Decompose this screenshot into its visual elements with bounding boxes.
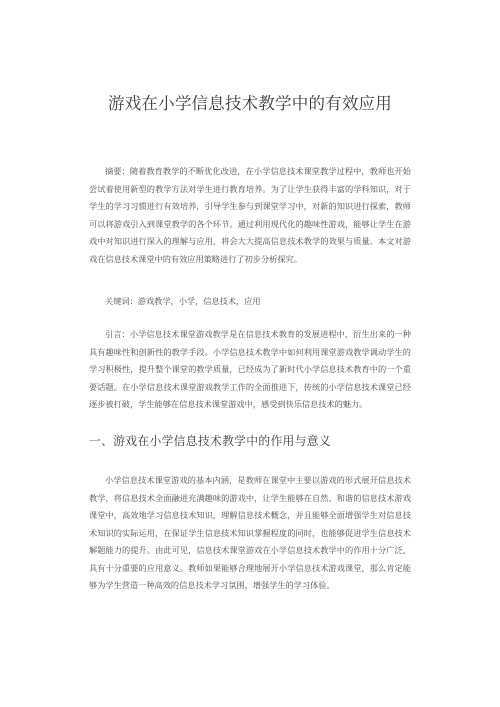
keywords-line: 关键词：游戏教学，小学，信息技术，应用 [105, 296, 261, 306]
introduction-paragraph: 引言：小学信息技术课堂游戏教学是在信息技术教育的发展进程中，衍生出来的一种具有趣味性和创新性的教学手段。小学信息技术教学中如何利用课堂游戏教学调动学生的学习积极性，提升整个课堂的教学质量，已经成为了新时代小学信息技术教育中的一个重要话题。在小学信息技术课堂游戏教学工作的全面推进下，传统的小学信息技术课堂已经逐步被打破，学生能够在信息技术课堂游戏中，感受到快乐信息技术的魅力。 [89, 329, 411, 409]
abstract-paragraph: 摘要：随着教育教学的不断优化改进，在小学信息技术课堂教学过程中，教师也开始尝试着使用新型的教学方法对学生进行教育培养。为了让学生获得丰富的学科知识，对于学生的学习习惯进行有效培养，引导学生参与到课堂学习中，对新的知识进行探索，教师可以将游戏引入到课堂教学的各个环节。通过利用现代化的趣味性游戏，能够让学生在游戏中对知识进行深入的理解与应用，将会大大提高信息技术教学的效果与质量。本文对游戏在信息技术课堂中的有效应用策略进行了初步分析探究。 [89, 166, 411, 264]
section-body-paragraph: 小学信息技术课堂游戏的基本内涵，是教师在课堂中主要以游戏的形式展开信息技术教学，将信息技术全面融进充满趣味的游戏中，让学生能够在自然、和谐的信息技术游戏课堂中，高效地学习信息技术知识，理解信息技术概念，并且能够全面增强学生对信息技术知识的实际运用，在保证学生信息技术知识掌握程度的同时，也能够促进学生信息技术解题能力的提升。由此可见，信息技术课堂游戏在小学信息技术教学中的作用十分广泛，具有十分重要的应用意义。教师如果能够合理地展开小学信息技术游戏课堂，那么肯定能够为学生营造一种高效的信息技术学习氛围，增强学生的学习体验。 [89, 475, 411, 590]
document-title: 游戏在小学信息技术教学中的有效应用 [108, 94, 392, 113]
section-heading: 一、游戏在小学信息技术教学中的作用与意义 [89, 434, 331, 448]
